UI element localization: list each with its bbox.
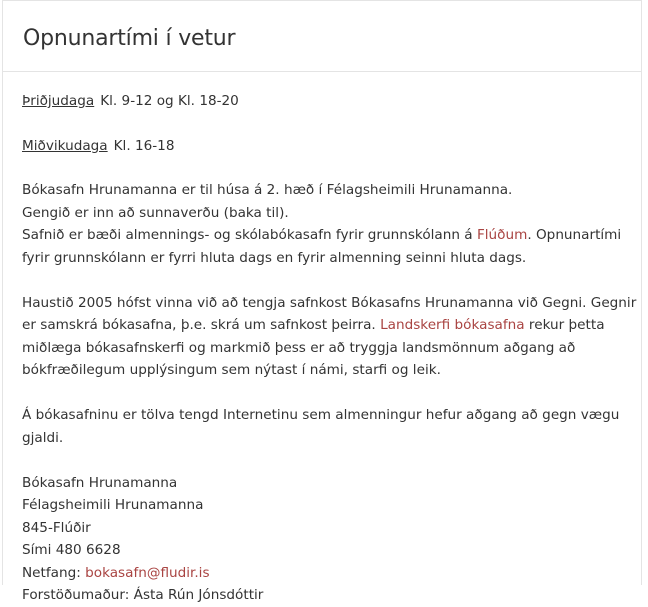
contact-block bbox=[22, 472, 641, 607]
contact-name: Bókasafn Hrunamanna bbox=[22, 474, 178, 491]
about-text: Safnið er bæði almennings- og skólabókasafn fyrir grunnskólann á bbox=[22, 227, 477, 243]
email-link[interactable]: bokasafn@fludir.is bbox=[85, 564, 210, 581]
contact-postal: 845-Flúðir bbox=[22, 519, 91, 536]
about-line-1: Bókasafn Hrunamanna er til húsa á 2. hæð í Félagsheimili Hrunamanna. bbox=[22, 182, 513, 198]
about-line-2: Gengið er inn að sunnaverðu (baka til). bbox=[22, 204, 289, 221]
schedule-hours: Kl. 16-18 bbox=[113, 137, 175, 154]
card-header bbox=[3, 1, 641, 72]
opening-hours-card bbox=[2, 0, 642, 603]
gegnir-text: rekur þetta miðlæga bókasafnskerfi og markmið þess er að tryggja landsmönnum aðgang að bókfræðilegum upplýsingum sem nýtast í námi, starfi og leik. bbox=[22, 317, 605, 378]
fludir-link[interactable]: Flúðum bbox=[476, 227, 528, 243]
schedule-row-tuesday bbox=[22, 90, 641, 113]
landskerfi-link[interactable]: Landskerfi bókasafna bbox=[380, 317, 525, 333]
page-title: Opnunartími í vetur bbox=[23, 26, 236, 51]
card-body bbox=[3, 72, 641, 607]
schedule-row-wednesday bbox=[22, 135, 641, 158]
schedule-day: Þriðjudaga bbox=[22, 93, 95, 109]
email-label: Netfang: bbox=[22, 564, 86, 581]
contact-building: Félagsheimili Hrunamanna bbox=[22, 497, 204, 513]
schedule-hours: Kl. 9-12 og Kl. 18-20 bbox=[100, 93, 239, 109]
contact-director: Forstöðumaður: Ásta Rún Jónsdóttir bbox=[22, 587, 264, 603]
gegnir-paragraph bbox=[22, 292, 641, 382]
about-text: . Opnunartími fyrir grunnskólann er fyrri hluta dags en fyrir almenning seinni hluta dags. bbox=[22, 227, 622, 266]
internet-paragraph: Á bókasafninu er tölva tengd Internetinu sem almenningur hefur aðgang að gegn vægu gjaldi. bbox=[22, 407, 620, 446]
contact-phone: Sími 480 6628 bbox=[22, 542, 121, 558]
schedule-day: Miðvikudaga bbox=[22, 137, 108, 154]
about-line-3 bbox=[22, 224, 641, 269]
contact-email-row bbox=[22, 562, 641, 585]
gegnir-text: Haustið 2005 hófst vinna við að tengja safnkost Bókasafns Hrunamanna við Gegni. Gegnir er samskrá bókasafna, þ.e. skrá um safnkost þeirra. bbox=[22, 294, 637, 333]
